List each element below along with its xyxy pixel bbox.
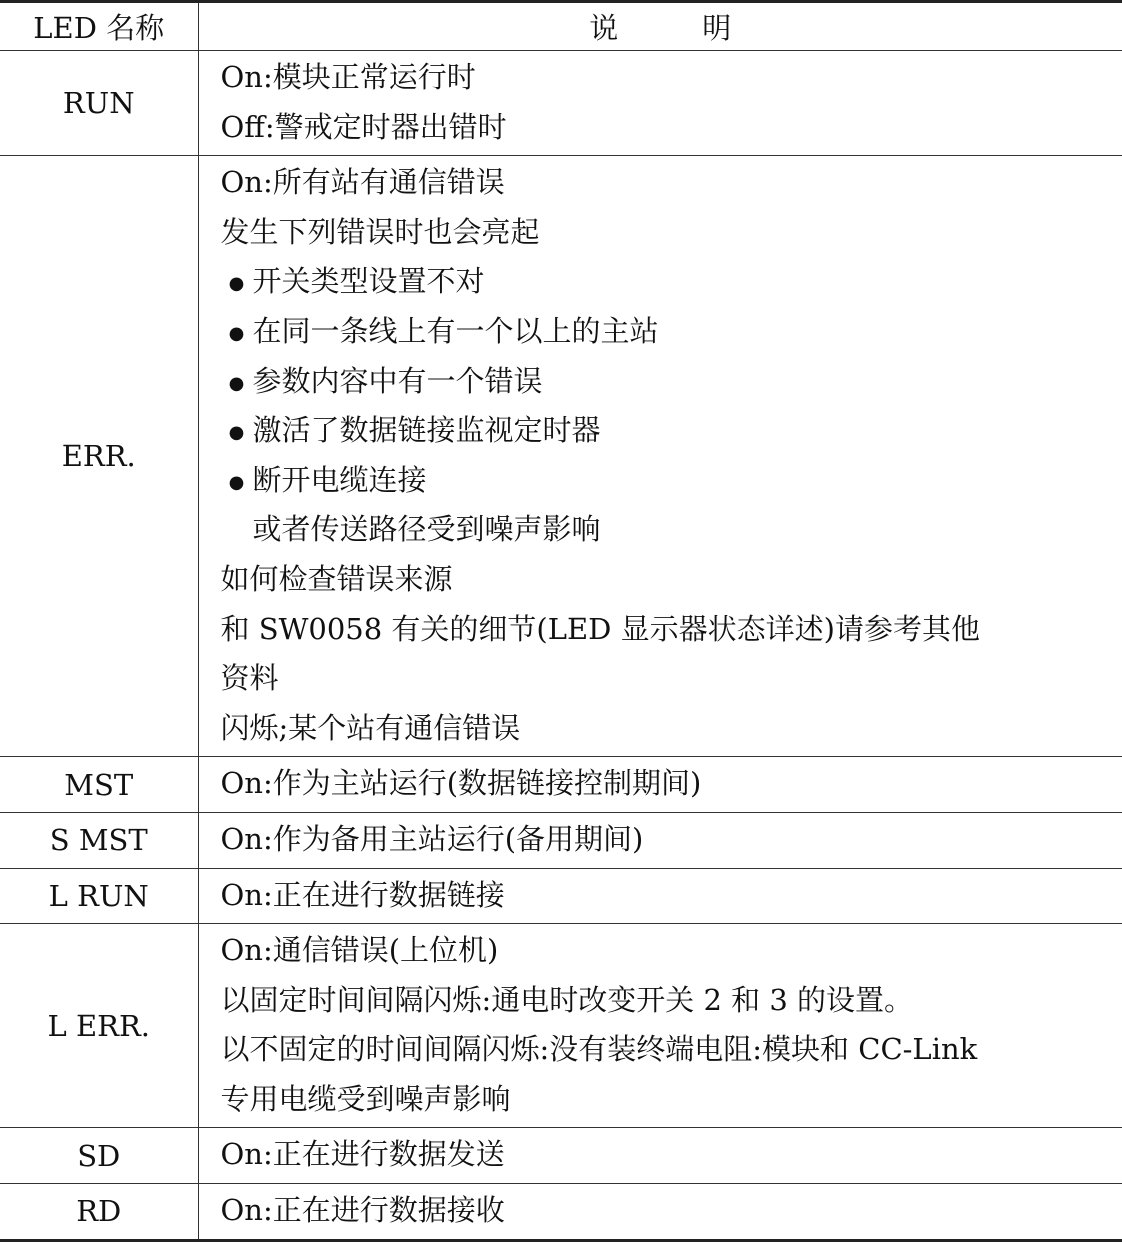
description-line: 发生下列错误时也会亮起 (221, 208, 1122, 258)
led-name-cell (0, 156, 198, 757)
description-line: On:正在进行数据发送 (221, 1130, 1122, 1180)
led-name: ERR. (62, 439, 136, 473)
led-name-cell (0, 51, 198, 156)
description-header (198, 2, 1122, 51)
description-line: 专用电缆受到噪声影响 (221, 1075, 1122, 1125)
led-name-cell (0, 812, 198, 868)
led-description-cell (198, 1128, 1122, 1184)
led-description-cell (198, 1184, 1122, 1241)
led-name: S MST (50, 823, 148, 857)
led-name: SD (77, 1139, 120, 1173)
led-name-header: LED 名称 (0, 2, 198, 51)
bullet-list-item: ● 开关类型设置不对 (221, 257, 1122, 307)
table-body (0, 51, 1122, 1241)
led-description-cell (198, 51, 1122, 156)
led-name: RD (76, 1194, 121, 1228)
description-line: 资料 (221, 654, 1122, 704)
led-description-cell (198, 868, 1122, 924)
led-description-cell (198, 812, 1122, 868)
bullet-list-item: ● 激活了数据链接监视定时器 (221, 406, 1122, 456)
description-line: On:作为主站运行(数据链接控制期间) (221, 759, 1122, 809)
description-line: 和 SW0058 有关的细节(LED 显示器状态详述)请参考其他 (221, 605, 1122, 655)
led-name-cell (0, 1128, 198, 1184)
description-line: 闪烁;某个站有通信错误 (221, 704, 1122, 754)
table-row (0, 812, 1122, 868)
led-description-cell (198, 924, 1122, 1128)
led-name-cell (0, 868, 198, 924)
description-line: On:通信错误(上位机) (221, 926, 1122, 976)
description-header-part1: 说 (589, 11, 618, 45)
led-description-cell (198, 757, 1122, 813)
table-row (0, 868, 1122, 924)
table-row (0, 51, 1122, 156)
description-line: On:正在进行数据链接 (221, 871, 1122, 921)
description-line: 以固定时间间隔闪烁:通电时改变开关 2 和 3 的设置。 (221, 976, 1122, 1026)
led-name-cell (0, 924, 198, 1128)
table-row (0, 1184, 1122, 1241)
table-row (0, 156, 1122, 757)
table-row (0, 1128, 1122, 1184)
led-name: MST (64, 768, 133, 802)
description-line: 以不固定的时间间隔闪烁:没有装终端电阻:模块和 CC-Link (221, 1025, 1122, 1075)
description-header-part2: 明 (702, 11, 731, 45)
led-name-cell (0, 1184, 198, 1241)
bullet-list-item: ● 断开电缆连接 (221, 456, 1122, 506)
description-line: On:正在进行数据接收 (221, 1186, 1122, 1236)
description-line: On:作为备用主站运行(备用期间) (221, 815, 1122, 865)
description-line: 或者传送路径受到噪声影响 (221, 505, 1122, 555)
bullet-list-item: ● 在同一条线上有一个以上的主站 (221, 307, 1122, 357)
description-line: Off:警戒定时器出错时 (221, 103, 1122, 153)
led-name: L RUN (49, 879, 149, 913)
description-line: On:模块正常运行时 (221, 53, 1122, 103)
table-row (0, 757, 1122, 813)
description-line: 如何检查错误来源 (221, 555, 1122, 605)
led-name: RUN (63, 86, 135, 120)
led-name-cell (0, 757, 198, 813)
table-header-row (0, 2, 1122, 51)
bullet-list-item: ● 参数内容中有一个错误 (221, 357, 1122, 407)
description-line: On:所有站有通信错误 (221, 158, 1122, 208)
led-name: L ERR. (47, 1009, 150, 1043)
table-row (0, 924, 1122, 1128)
led-description-cell (198, 156, 1122, 757)
